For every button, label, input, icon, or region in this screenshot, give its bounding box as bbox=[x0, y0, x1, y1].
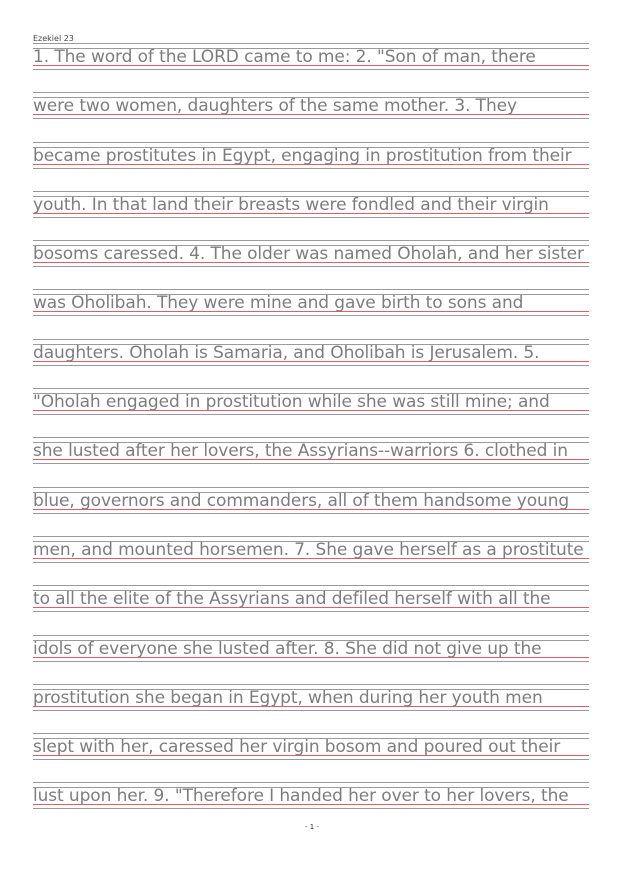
tracing-line: were two women, daughters of the same mother. 3. They bbox=[33, 96, 517, 117]
tracing-line: youth. In that land their breasts were fondled and their virgin bbox=[33, 194, 549, 215]
writing-row bbox=[33, 635, 589, 684]
tracing-line: prostitution she began in Egypt, when during her youth men bbox=[33, 687, 543, 708]
tracing-line: was Oholibah. They were mine and gave birth to sons and bbox=[33, 293, 524, 314]
writing-row bbox=[33, 684, 589, 733]
writing-row bbox=[33, 437, 589, 486]
page-header: Ezekiel 23 bbox=[33, 34, 74, 43]
writing-row bbox=[33, 289, 589, 338]
tracing-line: lust upon her. 9. "Therefore I handed her over to her lovers, the bbox=[33, 786, 569, 807]
writing-row bbox=[33, 191, 589, 240]
writing-row bbox=[33, 536, 589, 585]
writing-row bbox=[33, 487, 589, 536]
tracing-line: she lusted after her lovers, the Assyrians--warriors 6. clothed in bbox=[33, 441, 568, 462]
writing-row bbox=[33, 92, 589, 141]
tracing-line: blue, governors and commanders, all of them handsome young bbox=[33, 490, 570, 511]
writing-row bbox=[33, 388, 589, 437]
writing-row bbox=[33, 240, 589, 289]
writing-row bbox=[33, 585, 589, 634]
writing-row bbox=[33, 43, 589, 92]
writing-row bbox=[33, 142, 589, 191]
tracing-line: slept with her, caressed her virgin bosom and poured out their bbox=[33, 737, 561, 758]
tracing-line: daughters. Oholah is Samaria, and Oholibah is Jerusalem. 5. bbox=[33, 342, 540, 363]
tracing-line: idols of everyone she lusted after. 8. She did not give up the bbox=[33, 638, 542, 659]
handwriting-worksheet bbox=[33, 43, 589, 832]
tracing-line: men, and mounted horsemen. 7. She gave herself as a prostitute bbox=[33, 539, 584, 560]
tracing-line: bosoms caressed. 4. The older was named Oholah, and her sister bbox=[33, 244, 584, 265]
page-number: - 1 - bbox=[305, 823, 319, 831]
writing-row bbox=[33, 733, 589, 782]
tracing-line: "Oholah engaged in prostitution while she was still mine; and bbox=[33, 392, 550, 413]
tracing-line: 1. The word of the LORD came to me: 2. "Son of man, there bbox=[33, 47, 536, 67]
tracing-line: became prostitutes in Egypt, engaging in prostitution from their bbox=[33, 145, 572, 166]
tracing-line: to all the elite of the Assyrians and defiled herself with all the bbox=[33, 589, 551, 610]
writing-row bbox=[33, 339, 589, 388]
